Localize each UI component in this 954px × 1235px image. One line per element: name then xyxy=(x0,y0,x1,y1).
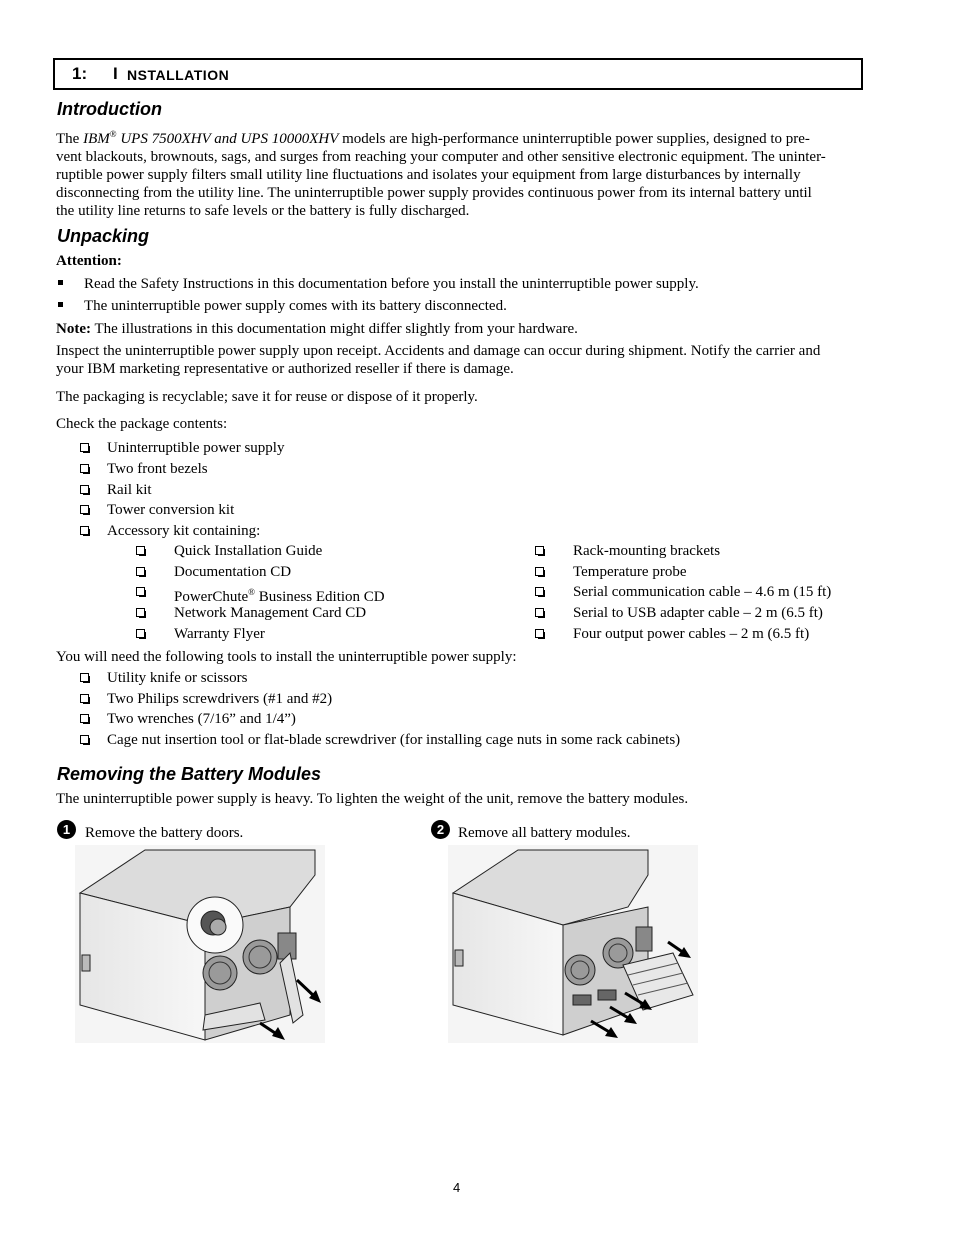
intro-text: models are high-performance uninterruptible power supplies, designed to pre- xyxy=(338,131,810,147)
tool-item: Two wrenches (7/16” and 1/4”) xyxy=(107,711,296,727)
step-1-text: Remove the battery doors. xyxy=(85,825,244,841)
kit-item-text: PowerChute xyxy=(174,589,249,605)
kit-item: Documentation CD xyxy=(174,564,292,580)
checkbox-icon xyxy=(136,608,145,617)
bullet-icon xyxy=(58,302,63,307)
remove-battery-modules-illustration xyxy=(448,845,703,1045)
reg-mark: ® xyxy=(248,587,256,597)
page-number: 4 xyxy=(453,1180,461,1195)
checkbox-icon xyxy=(136,587,145,596)
checkbox-icon xyxy=(136,567,145,576)
chapter-title-initial: I xyxy=(113,64,118,83)
note-label: Note: xyxy=(56,321,91,337)
kit-item: Temperature probe xyxy=(573,564,687,580)
attention-label: Attention: xyxy=(56,253,122,269)
intro-brand: IBM xyxy=(83,131,110,147)
checkbox-icon xyxy=(80,673,89,682)
intro-models: UPS 7500XHV and UPS 10000XHV xyxy=(116,131,339,147)
chapter-heading xyxy=(53,58,863,90)
checkbox-icon xyxy=(80,485,89,494)
checkbox-icon xyxy=(80,694,89,703)
checkbox-icon xyxy=(535,608,544,617)
packaging-text: The packaging is recyclable; save it for reuse or dispose of it properly. xyxy=(56,389,478,405)
checkbox-icon xyxy=(535,629,544,638)
intro-text: the utility line returns to safe levels or the battery is fully discharged. xyxy=(56,203,470,219)
tool-item: Utility knife or scissors xyxy=(107,670,248,686)
kit-item: Quick Installation Guide xyxy=(174,543,323,559)
contents-item: Two front bezels xyxy=(107,461,208,477)
intro-heading: Introduction xyxy=(57,99,162,119)
check-contents-text: Check the package contents: xyxy=(56,416,228,432)
checkbox-icon xyxy=(80,735,89,744)
intro-paragraph xyxy=(56,125,862,220)
removing-heading: Removing the Battery Modules xyxy=(57,764,322,784)
intro-text: The xyxy=(56,131,84,147)
checkbox-icon xyxy=(80,464,89,473)
attention-item: Read the Safety Instructions in this documentation before you install the uninterruptible power supply. xyxy=(84,276,699,292)
intro-text: disconnecting from the utility line. The uninterruptible power supply provides continuous power from its internal battery until xyxy=(56,185,812,201)
checkbox-icon xyxy=(80,526,89,535)
checkbox-icon xyxy=(136,546,145,555)
kit-item: Serial to USB adapter cable – 2 m (6.5 ft) xyxy=(573,605,823,621)
inspect-paragraph xyxy=(56,342,862,378)
tools-intro: You will need the following tools to install the uninterruptible power supply: xyxy=(56,649,517,665)
kit-item: Network Management Card CD xyxy=(174,605,367,621)
kit-item: Four output power cables – 2 m (6.5 ft) xyxy=(573,626,810,642)
intro-reg-mark: ® xyxy=(109,129,117,139)
attention-item: The uninterruptible power supply comes with its battery disconnected. xyxy=(84,298,507,314)
intro-text: vent blackouts, brownouts, sags, and surges from reaching your computer and other sensitive electronic equipment. The uninter- xyxy=(56,149,826,165)
intro-text: ruptible power supply filters small utility line fluctuations and isolates your equipment from large disturbances by internally xyxy=(56,167,801,183)
note xyxy=(56,320,578,338)
contents-item: Tower conversion kit xyxy=(107,502,235,518)
kit-item-text: Business Edition CD xyxy=(255,589,385,605)
contents-item: Rail kit xyxy=(107,482,152,498)
bullet-icon xyxy=(58,280,63,285)
tool-item: Two Philips screwdrivers (#1 and #2) xyxy=(107,691,333,707)
checkbox-icon xyxy=(136,629,145,638)
inspect-text: Inspect the uninterruptible power supply upon receipt. Accidents and damage can occur during shipment. Notify the carrier and xyxy=(56,343,821,359)
unpacking-heading: Unpacking xyxy=(57,226,150,246)
contents-item: Uninterruptible power supply xyxy=(107,440,285,456)
checkbox-icon xyxy=(80,505,89,514)
contents-item: Accessory kit containing: xyxy=(107,523,261,539)
inspect-text: your IBM marketing representative or authorized reseller if there is damage. xyxy=(56,361,514,377)
step-2-number-icon: 2 xyxy=(431,820,450,839)
remove-battery-doors-illustration xyxy=(75,845,330,1045)
note-text: The illustrations in this documentation might differ slightly from your hardware. xyxy=(90,321,578,337)
removing-intro: The uninterruptible power supply is heavy. To lighten the weight of the unit, remove the battery modules. xyxy=(56,791,689,807)
step-2-text: Remove all battery modules. xyxy=(458,825,631,841)
kit-item: Rack-mounting brackets xyxy=(573,543,721,559)
chapter-title: NSTALLATION xyxy=(127,67,230,83)
step-1-number-icon: 1 xyxy=(57,820,76,839)
kit-item: Serial communication cable – 4.6 m (15 ft) xyxy=(573,584,832,600)
checkbox-icon xyxy=(80,443,89,452)
checkbox-icon xyxy=(535,567,544,576)
checkbox-icon xyxy=(535,587,544,596)
kit-item: Warranty Flyer xyxy=(174,626,265,642)
tool-item: Cage nut insertion tool or flat-blade screwdriver (for installing cage nuts in some rack cabinets) xyxy=(107,732,681,748)
checkbox-icon xyxy=(80,714,89,723)
chapter-number: 1: xyxy=(72,64,88,83)
checkbox-icon xyxy=(535,546,544,555)
kit-item xyxy=(174,583,385,606)
